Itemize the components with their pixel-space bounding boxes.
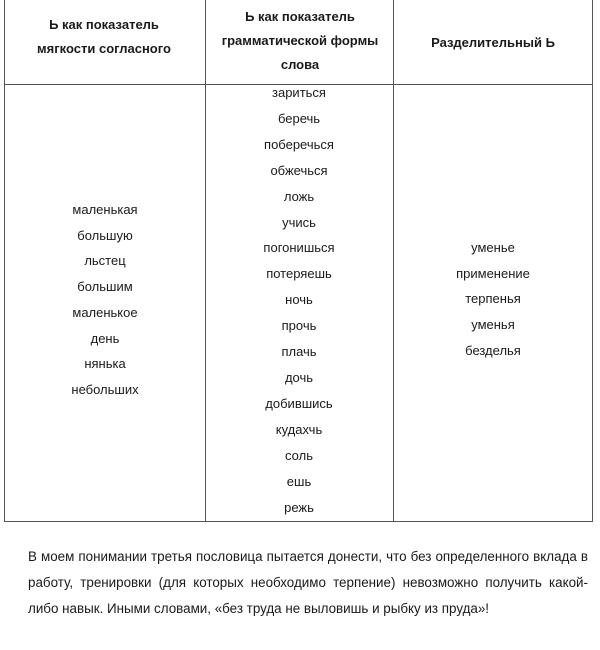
list-item: погонишься xyxy=(263,240,335,256)
list-item: дочь xyxy=(284,369,314,385)
table-border-right xyxy=(592,0,593,522)
list-item: учись xyxy=(282,214,316,230)
list-item: небольших xyxy=(71,381,139,397)
list-item: уменье xyxy=(471,240,515,255)
table-divider-1 xyxy=(205,0,206,522)
list-item: уменья xyxy=(471,317,515,333)
list-item: режь xyxy=(284,499,314,515)
list-item: нянька xyxy=(84,356,126,372)
header-grammar-sign: Ь как показатель грамматической формы слова xyxy=(221,9,379,72)
list-item: маленькое xyxy=(72,304,138,320)
list-item: кудахчь xyxy=(275,421,323,437)
list-item: добившись xyxy=(265,395,333,411)
list-item: поберечься xyxy=(264,136,334,152)
list-item: безделья xyxy=(465,342,521,358)
list-item: большим xyxy=(77,279,133,295)
list-item: маленькая xyxy=(72,202,138,217)
list-item: ешь xyxy=(286,473,312,489)
list-item: терпенья xyxy=(465,291,521,307)
list-item: применение xyxy=(456,265,530,281)
list-item: льстец xyxy=(84,253,126,269)
list-item: потеряешь xyxy=(266,266,332,282)
list-item: соль xyxy=(285,447,313,463)
header-separating-sign: Разделительный Ь xyxy=(431,35,555,50)
list-item: зариться xyxy=(272,85,326,100)
list-item: ложь xyxy=(283,188,315,204)
table-border-left xyxy=(4,0,5,522)
list-item: беречь xyxy=(277,110,321,126)
list-item: ночь xyxy=(285,292,313,308)
column-grammar-sign xyxy=(212,80,386,520)
list-item: большую xyxy=(77,227,133,243)
column-soft-sign xyxy=(20,197,190,403)
list-item: прочь xyxy=(281,318,317,334)
list-item: плачь xyxy=(281,344,317,360)
column-separating-sign xyxy=(400,235,586,364)
table-border-bottom xyxy=(4,521,593,522)
header-soft-sign: Ь как показатель мягкости согласного xyxy=(37,17,171,56)
table-divider-2 xyxy=(393,0,394,522)
list-item: обжечься xyxy=(270,162,328,178)
list-item: день xyxy=(90,330,120,346)
conclusion-paragraph: В моем понимании третья пословица пытается донести, что без определенного вклада в работу, тренировки (для которых необходимо терпение) невозможно получить какой-либо навык. Иными словами, «без труда не выловишь и рыбку из пруда»! xyxy=(28,549,588,616)
